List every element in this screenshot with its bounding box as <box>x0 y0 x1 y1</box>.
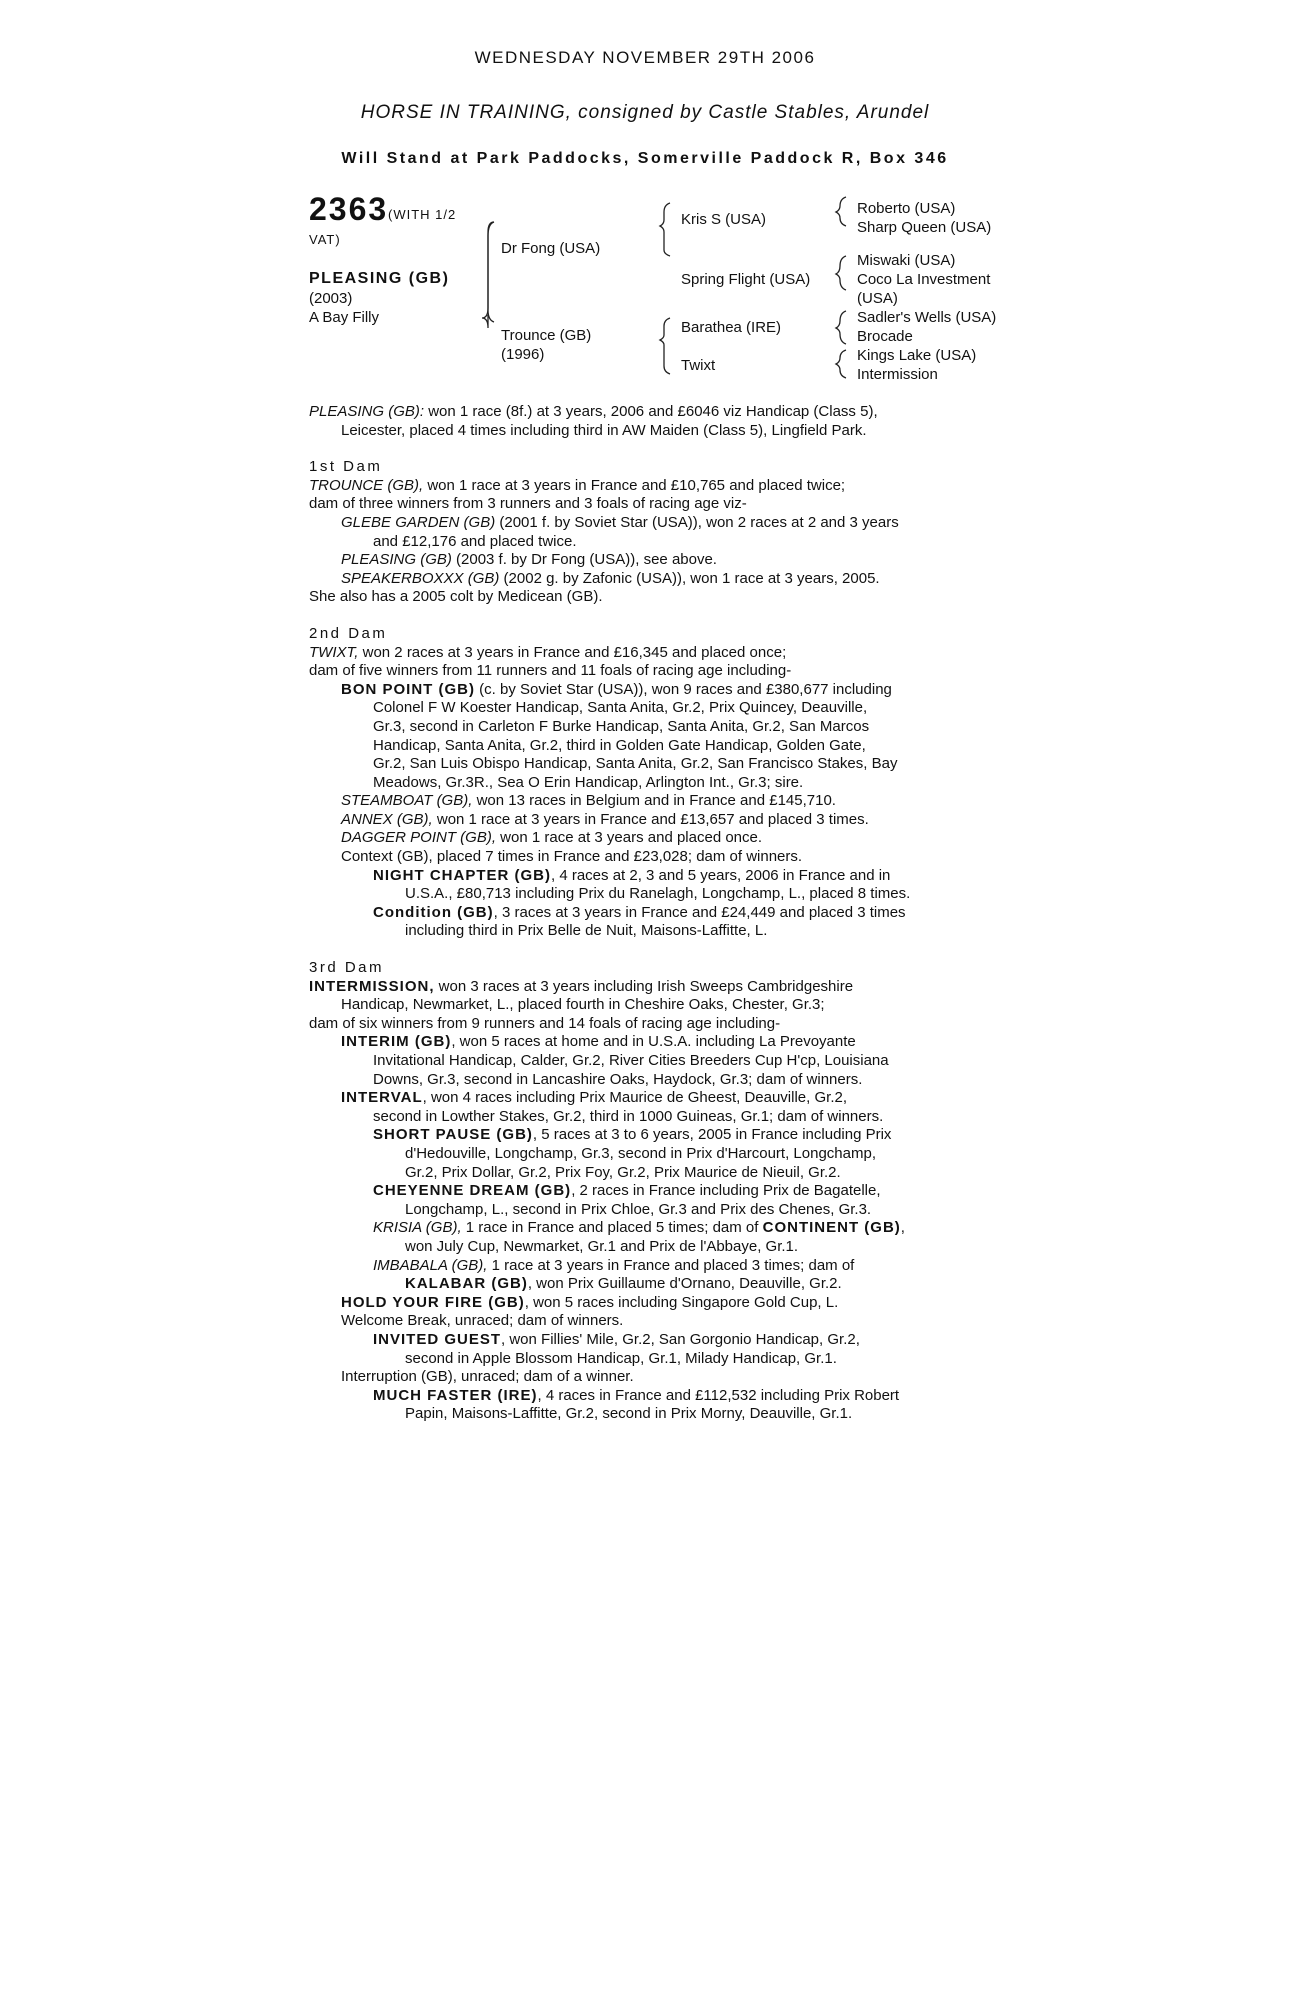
bon-point-line-5: Handicap, Santa Anita, Gr.2, third in Golden Gate Handicap, Golden Gate, <box>373 736 866 754</box>
produce-interim: INTERIM (GB), won 5 races at home and in U.S.A. including La Prevoyante <box>341 1033 856 1051</box>
interim-line-4: Downs, Gr.3, second in Lancashire Oaks, Haydock, Gr.3; dam of winners. <box>373 1070 863 1088</box>
produce-pleasing: PLEASING (GB) (2003 f. by Dr Fong (USA)), see above. <box>341 551 717 569</box>
produce-glebe-garden-cont: and £12,176 and placed twice. <box>373 532 577 550</box>
bon-point-line-6: Gr.2, San Luis Obispo Handicap, Santa Anita, Gr.2, San Francisco Stakes, Bay <box>373 755 898 773</box>
vat-note-cont: VAT) <box>309 232 341 247</box>
bon-point-line-7: Meadows, Gr.3R., Sea O Erin Handicap, Arlington Int., Gr.3; sire. <box>373 773 804 791</box>
much-faster-cont: Papin, Maisons-Laffitte, Gr.2, second in Prix Morny, Deauville, Gr.1. <box>405 1405 853 1423</box>
second-dam-produce: dam of five winners from 11 runners and 11 foals of racing age including- <box>309 662 792 680</box>
summary-cont: Leicester, placed 4 times including third in AW Maiden (Class 5), Lingfield Park. <box>341 421 867 439</box>
vat-note: (WITH 1/2 <box>388 207 457 222</box>
pedigree-braces <box>0 0 1290 400</box>
interval-cont: second in Lowther Stakes, Gr.2, third in 1000 Guineas, Gr.1; dam of winners. <box>373 1107 884 1125</box>
produce-bon-point: BON POINT (GB) (c. by Soviet Star (USA)), won 9 races and £380,677 including <box>341 680 892 698</box>
produce-night-chapter: NIGHT CHAPTER (GB), 4 races at 2, 3 and 5 years, 2006 in France and in <box>373 866 891 884</box>
produce-krisia: KRISIA (GB), 1 race in France and placed 5 times; dam of CONTINENT (GB), <box>373 1219 905 1237</box>
pedigree-dam-dam: Twixt <box>681 357 716 374</box>
produce-invited-guest: INVITED GUEST, won Fillies' Mile, Gr.2, San Gorgonio Handicap, Gr.2, <box>373 1330 860 1348</box>
summary: PLEASING (GB): won 1 race (8f.) at 3 years, 2006 and £6046 viz Handicap (Class 5), <box>309 403 878 420</box>
first-dam-heading: 1st Dam <box>309 458 383 476</box>
pedigree-ggp-5: (USA) <box>857 290 898 307</box>
pedigree-ggp-2: Sharp Queen (USA) <box>857 219 992 236</box>
first-dam-record: TROUNCE (GB), won 1 race at 3 years in France and £10,765 and placed twice; <box>309 476 846 494</box>
produce-cheyenne-dream: CHEYENNE DREAM (GB), 2 races in France including Prix de Bagatelle, <box>373 1182 881 1200</box>
second-dam-heading: 2nd Dam <box>309 624 388 642</box>
condition-cont: including third in Prix Belle de Nuit, Maisons-Laffitte, L. <box>405 922 768 940</box>
produce-annex: ANNEX (GB), won 1 race at 3 years in France and £13,657 and placed 3 times. <box>341 810 869 828</box>
produce-dagger-point: DAGGER POINT (GB), won 1 race at 3 years and placed once. <box>341 829 763 847</box>
pedigree-dam: Trounce (GB) <box>501 327 592 344</box>
third-dam-produce: dam of six winners from 9 runners and 14 foals of racing age including- <box>309 1014 781 1032</box>
invited-guest-cont: second in Apple Blossom Handicap, Gr.1, Milady Handicap, Gr.1. <box>405 1349 837 1367</box>
pedigree-ggp-4: Coco La Investment <box>857 271 991 288</box>
stand-location: Will Stand at Park Paddocks, Somerville Paddock R, Box 346 <box>341 150 949 167</box>
bon-point-line-4: Gr.3, second in Carleton F Burke Handicap, Santa Anita, Gr.2, San Marcos <box>373 717 870 735</box>
bon-point-line-3: Colonel F W Koester Handicap, Santa Anita, Gr.2, Prix Quincey, Deauville, <box>373 699 868 717</box>
third-dam-heading: 3rd Dam <box>309 959 385 977</box>
produce-2005-colt: She also has a 2005 colt by Medicean (GB). <box>309 588 603 606</box>
short-pause-line-2: d'Hedouville, Longchamp, Gr.3, second in Prix d'Harcourt, Longchamp, <box>405 1144 876 1162</box>
lot-number: 2363 <box>309 191 389 227</box>
produce-hold-your-fire: HOLD YOUR FIRE (GB), won 5 races including Singapore Gold Cup, L. <box>341 1293 839 1311</box>
imbabala-cont: KALABAR (GB), won Prix Guillaume d'Ornano, Deauville, Gr.2. <box>405 1275 842 1293</box>
catalogue-body <box>309 403 1009 1424</box>
produce-imbabala: IMBABALA (GB), 1 race at 3 years in France and placed 3 times; dam of <box>373 1256 855 1274</box>
produce-steamboat: STEAMBOAT (GB), won 13 races in Belgium and in France and £145,710. <box>341 792 836 810</box>
pedigree-sire-sire: Kris S (USA) <box>681 211 767 228</box>
pedigree-ggp-8: Kings Lake (USA) <box>857 347 977 364</box>
pedigree-dam-sire: Barathea (IRE) <box>681 319 782 336</box>
produce-welcome-break: Welcome Break, unraced; dam of winners. <box>341 1312 624 1330</box>
produce-much-faster: MUCH FASTER (IRE), 4 races in France and £112,532 including Prix Robert <box>373 1386 900 1404</box>
pedigree-ggp-3: Miswaki (USA) <box>857 252 956 269</box>
produce-context: Context (GB), placed 7 times in France and £23,028; dam of winners. <box>341 848 803 866</box>
horse-year: (2003) <box>309 290 353 307</box>
cheyenne-dream-cont: Longchamp, L., second in Prix Chloe, Gr.3 and Prix des Chenes, Gr.3. <box>405 1200 872 1218</box>
sale-date: WEDNESDAY NOVEMBER 29TH 2006 <box>474 48 816 67</box>
produce-interval: INTERVAL, won 4 races including Prix Maurice de Gheest, Deauville, Gr.2, <box>341 1089 847 1107</box>
pedigree-ggp-7: Brocade <box>857 328 913 345</box>
pedigree-sire-dam: Spring Flight (USA) <box>681 271 811 288</box>
produce-glebe-garden: GLEBE GARDEN (GB) (2001 f. by Soviet Star (USA)), won 2 races at 2 and 3 years <box>341 513 899 531</box>
krisia-cont: won July Cup, Newmarket, Gr.1 and Prix de l'Abbaye, Gr.1. <box>405 1237 799 1255</box>
produce-speakerboxxx: SPEAKERBOXXX (GB) (2002 g. by Zafonic (USA)), won 1 race at 3 years, 2005. <box>341 569 880 587</box>
night-chapter-cont: U.S.A., £80,713 including Prix du Ranelagh, Longchamp, L., placed 8 times. <box>405 885 911 903</box>
horse-description: A Bay Filly <box>309 309 380 326</box>
second-dam-record: TWIXT, won 2 races at 3 years in France and £16,345 and placed once; <box>309 643 787 661</box>
third-dam-record-cont: Handicap, Newmarket, L., placed fourth in Cheshire Oaks, Chester, Gr.3; <box>341 996 825 1014</box>
produce-short-pause: SHORT PAUSE (GB), 5 races at 3 to 6 years, 2005 in France including Prix <box>373 1126 892 1144</box>
first-dam-produce: dam of three winners from 3 runners and 3 foals of racing age viz- <box>309 495 747 513</box>
pedigree-dam-year: (1996) <box>501 346 545 363</box>
short-pause-line-3: Gr.2, Prix Dollar, Gr.2, Prix Foy, Gr.2, Prix Maurice de Nieuil, Gr.2. <box>405 1163 841 1181</box>
consignment-line: HORSE IN TRAINING, consigned by Castle Stables, Arundel <box>360 102 930 123</box>
pedigree-ggp-9: Intermission <box>857 366 938 383</box>
pedigree-sire: Dr Fong (USA) <box>501 240 601 257</box>
horse-name: PLEASING (GB) <box>309 270 450 287</box>
interim-line-3: Invitational Handicap, Calder, Gr.2, River Cities Breeders Cup H'cp, Louisiana <box>373 1052 889 1069</box>
pedigree-ggp-6: Sadler's Wells (USA) <box>857 309 997 326</box>
produce-interruption: Interruption (GB), unraced; dam of a winner. <box>341 1368 634 1386</box>
third-dam-record: INTERMISSION, won 3 races at 3 years including Irish Sweeps Cambridgeshire <box>309 977 854 995</box>
pedigree-ggp-1: Roberto (USA) <box>857 200 956 217</box>
produce-condition: Condition (GB), 3 races at 3 years in France and £24,449 and placed 3 times <box>373 903 906 921</box>
